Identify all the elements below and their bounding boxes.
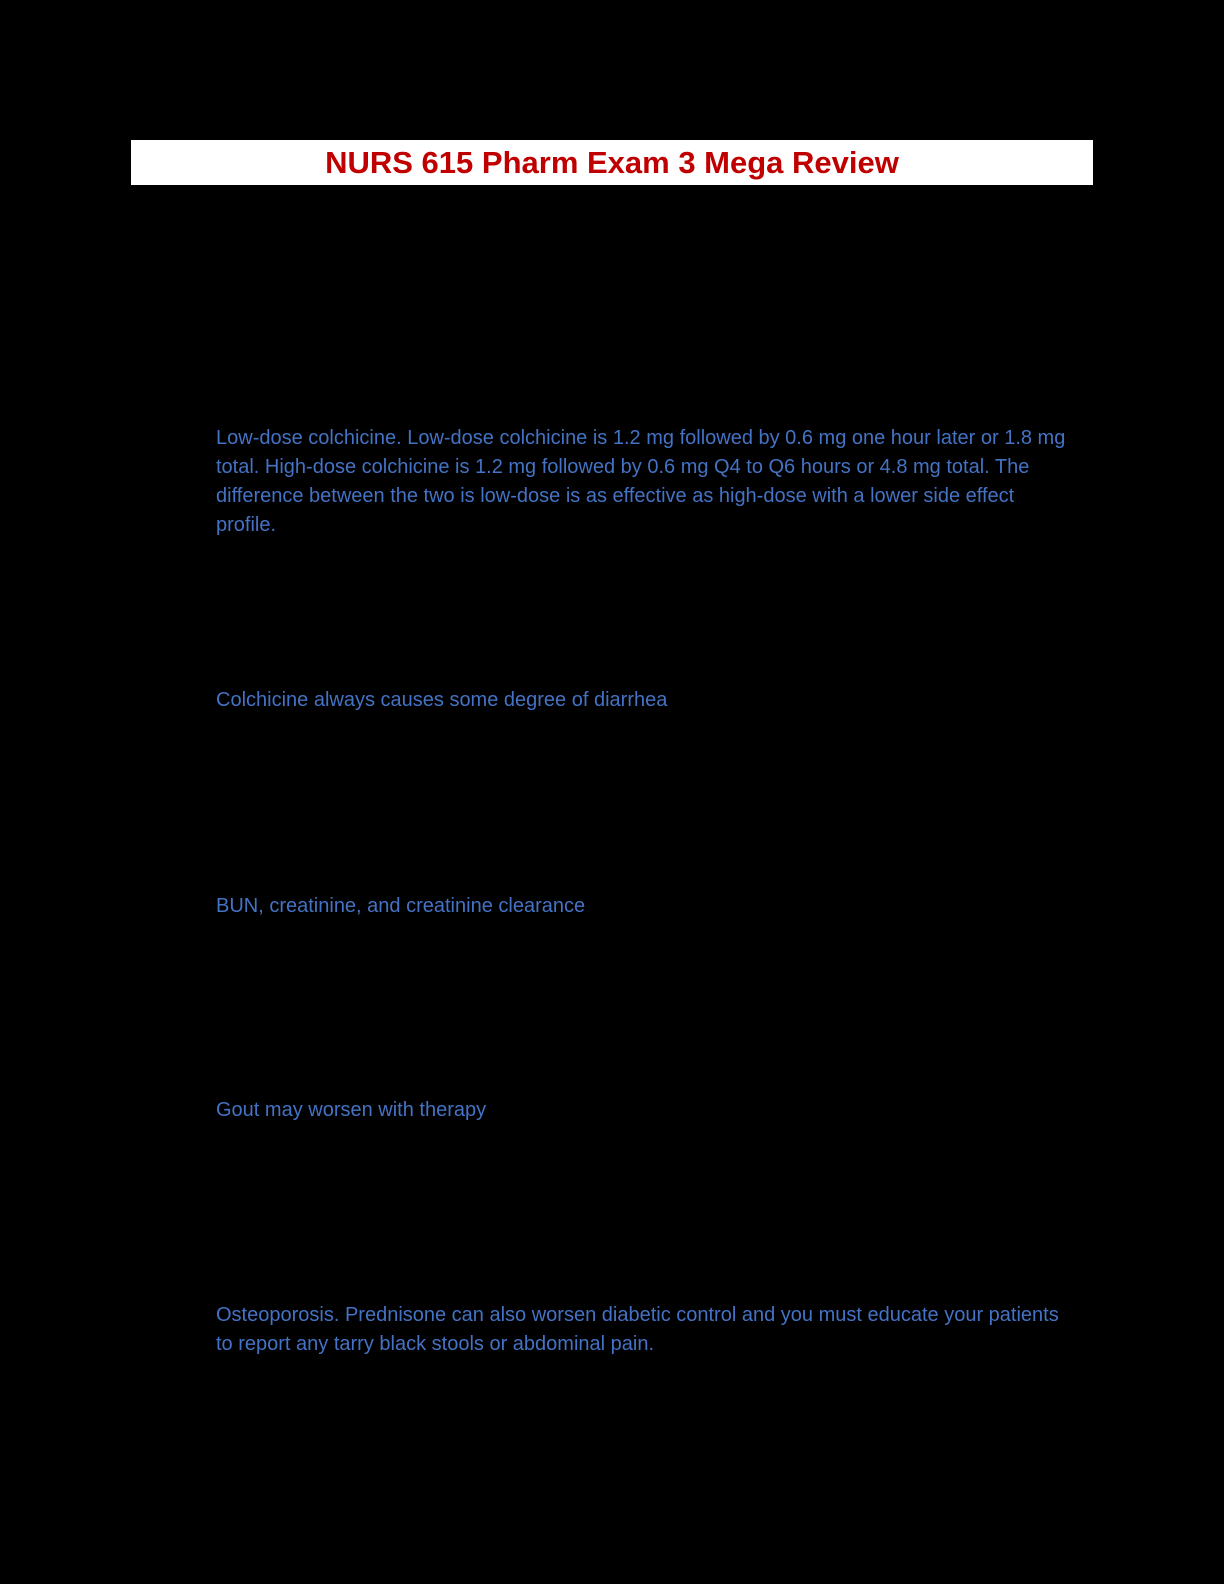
answer-text: Gout may worsen with therapy: [216, 1099, 487, 1121]
answer-text: Osteoporosis. Prednisone can also worsen diabetic control and you must educate your patients to report any tarry black stools or abdominal pain.: [216, 1304, 1059, 1355]
page-title: NURS 615 Pharm Exam 3 Mega Review: [325, 144, 899, 180]
title-banner: [131, 140, 1093, 185]
answer-text: Colchicine always causes some degree of diarrhea: [216, 689, 668, 711]
answer-text: BUN, creatinine, and creatinine clearance: [216, 895, 586, 917]
answer-text: Low-dose colchicine. Low-dose colchicine is 1.2 mg followed by 0.6 mg one hour later or 1.8 mg total. High-dose colchicine is 1.2 mg followed by 0.6 mg Q4 to Q6 hours or 4.8 mg total. The difference between the two is low-dose is as effective as high-dose with a lower side effect profile.: [216, 427, 1066, 536]
